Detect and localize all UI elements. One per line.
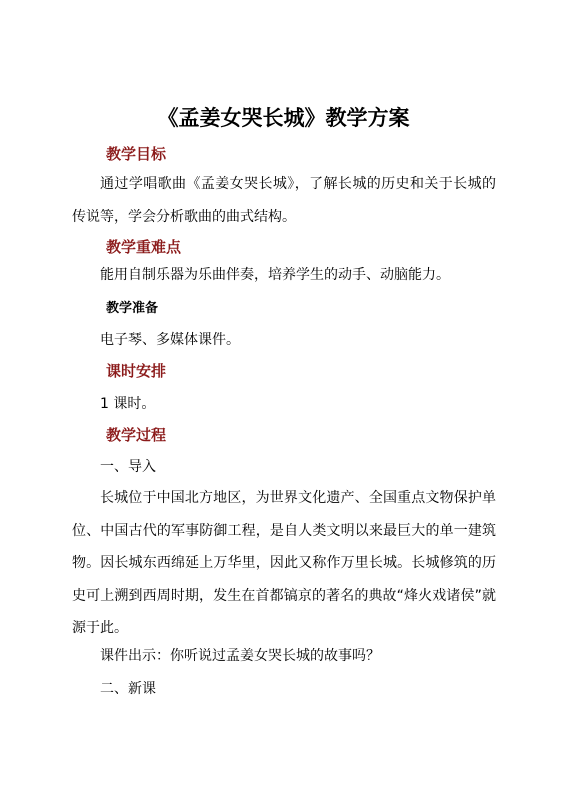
- section-heading-schedule: 课时安排: [106, 362, 167, 380]
- paragraph-preparation: 电子琴、多媒体课件。: [100, 332, 240, 348]
- paragraph-key-points: 能用自制乐器为乐曲伴奏，培养学生的动手、动脑能力。: [100, 267, 450, 283]
- section-heading-goal: 教学目标: [106, 145, 167, 163]
- subheading-intro: 一、导入: [100, 459, 156, 475]
- paragraph-goal: 通过学唱歌曲《孟姜女哭长城》，了解长城的历史和关于长城的传说等，学会分析歌曲的曲式结构。: [72, 176, 496, 225]
- subheading-new-lesson: 二、新课: [100, 681, 156, 697]
- paragraph-schedule: 1 课时。: [100, 396, 156, 412]
- section-heading-key-points: 教学重难点: [106, 238, 182, 256]
- document-title: 《孟姜女哭长城》教学方案: [157, 106, 410, 130]
- section-heading-process: 教学过程: [106, 426, 167, 444]
- section-heading-preparation: 教学准备: [106, 301, 159, 316]
- paragraph-courseware: 课件出示：你听说过孟姜女哭长城的故事吗？: [100, 648, 380, 664]
- paragraph-intro: 长城位于中国北方地区，为世界文化遗产、全国重点文物保护单位、中国古代的军事防御工程，是自人类文明以来最巨大的单一建筑物。因长城东西绵延上万华里，因此又称作万里长城。长城修筑的历史可上溯到西周时期，发生在首都镐京的著名的典故“烽火戏诸侯”就源于此。: [72, 490, 496, 636]
